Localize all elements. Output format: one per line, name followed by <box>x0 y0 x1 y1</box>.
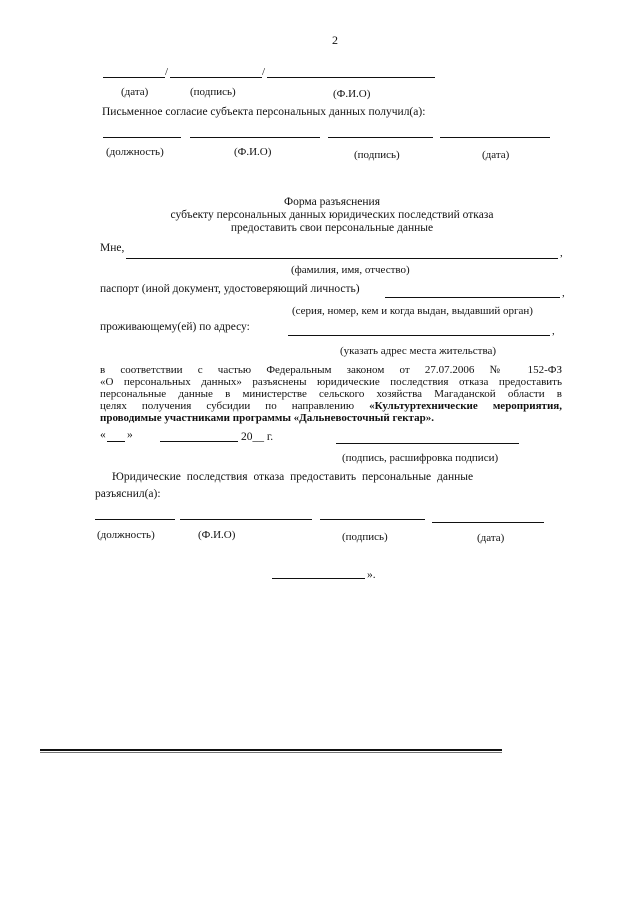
consent-label-fio: (Ф.И.О) <box>234 146 272 158</box>
consequences-paragraph <box>100 364 562 424</box>
date-quote-open: « <box>100 429 106 441</box>
consequences-line-2: разъяснил(а): <box>95 488 161 500</box>
paragraph-line-4 <box>100 400 562 412</box>
form-title-line-1: Форма разъяснения <box>284 196 380 208</box>
footer-rule <box>40 749 502 751</box>
closing-line <box>272 578 365 579</box>
passport-comma: , <box>562 287 565 299</box>
consent-label-sign: (подпись) <box>354 149 400 161</box>
passport-label: паспорт (иной документ, удостоверяющий личность) <box>100 283 360 295</box>
program-name-part-2: проводимые участниками программы «Дальневосточный гектар». <box>100 412 434 424</box>
me-label: Мне, <box>100 242 125 254</box>
date-quote-close: » <box>127 429 133 441</box>
top-slash-2: / <box>262 66 266 78</box>
consent-label-position: (должность) <box>106 146 164 158</box>
footer-rule-thin <box>40 752 502 753</box>
bottom-date-line <box>432 522 544 523</box>
paragraph-line-5 <box>100 412 562 424</box>
passport-caption: (серия, номер, кем и когда выдан, выдавший орган) <box>292 305 533 317</box>
paragraph-line-3: персональные данные в министерстве сельского хозяйства Магаданской области в <box>100 388 562 400</box>
consent-fio-line <box>190 137 320 138</box>
paragraph-line-2: «О персональных данных» разъяснены юридические последствия отказа предоставить <box>100 376 562 388</box>
bottom-label-position: (должность) <box>97 529 155 541</box>
paragraph-line-1: в соответствии с частью Федеральным законом от 27.07.2006 № 152-ФЗ <box>100 364 562 376</box>
top-fio-line <box>267 77 435 78</box>
date-month-line <box>160 441 238 442</box>
form-title-line-3: предоставить свои персональные данные <box>230 222 434 234</box>
name-caption: (фамилия, имя, отчество) <box>291 264 410 276</box>
consent-date-line <box>440 137 550 138</box>
consequences-line-1: Юридические последствия отказа предоставить персональные данные <box>112 471 474 483</box>
paragraph-line-4-start: целях получения субсидии по направлению <box>100 400 370 412</box>
bottom-fio-line <box>180 519 312 520</box>
consent-label-date: (дата) <box>482 149 510 161</box>
top-date-line <box>103 77 165 78</box>
date-year: 20__ г. <box>241 431 274 443</box>
consent-position-line <box>103 137 181 138</box>
bottom-label-fio: (Ф.И.О) <box>198 529 236 541</box>
address-caption: (указать адрес места жительства) <box>340 345 497 357</box>
date-day-line <box>107 441 125 442</box>
closing-mark: ». <box>367 569 376 581</box>
sign-decode-line <box>336 443 519 444</box>
top-label-date: (дата) <box>121 86 149 98</box>
name-comma: , <box>560 247 563 259</box>
address-comma: , <box>552 325 555 337</box>
address-line <box>288 335 550 336</box>
bottom-label-date: (дата) <box>477 532 505 544</box>
sign-decode-caption: (подпись, расшифровка подписи) <box>342 452 499 464</box>
top-label-sign: (подпись) <box>190 86 236 98</box>
top-sign-line <box>170 77 262 78</box>
form-title-line-2: субъекту персональных данных юридических последствий отказа <box>170 209 494 221</box>
passport-line <box>385 297 560 298</box>
bottom-position-line <box>95 519 175 520</box>
bottom-sign-line <box>320 519 425 520</box>
bottom-label-sign: (подпись) <box>342 531 388 543</box>
program-name-part-1: «Культуртехнические мероприятия, <box>369 400 562 412</box>
address-label: проживающему(ей) по адресу: <box>100 321 250 333</box>
top-slash-1: / <box>165 66 169 78</box>
consent-received-text: Письменное согласие субъекта персональных данных получил(а): <box>102 106 426 118</box>
top-label-fio: (Ф.И.О) <box>333 88 371 100</box>
consent-sign-line <box>328 137 433 138</box>
name-line <box>126 258 558 259</box>
page-number: 2 <box>332 33 338 47</box>
